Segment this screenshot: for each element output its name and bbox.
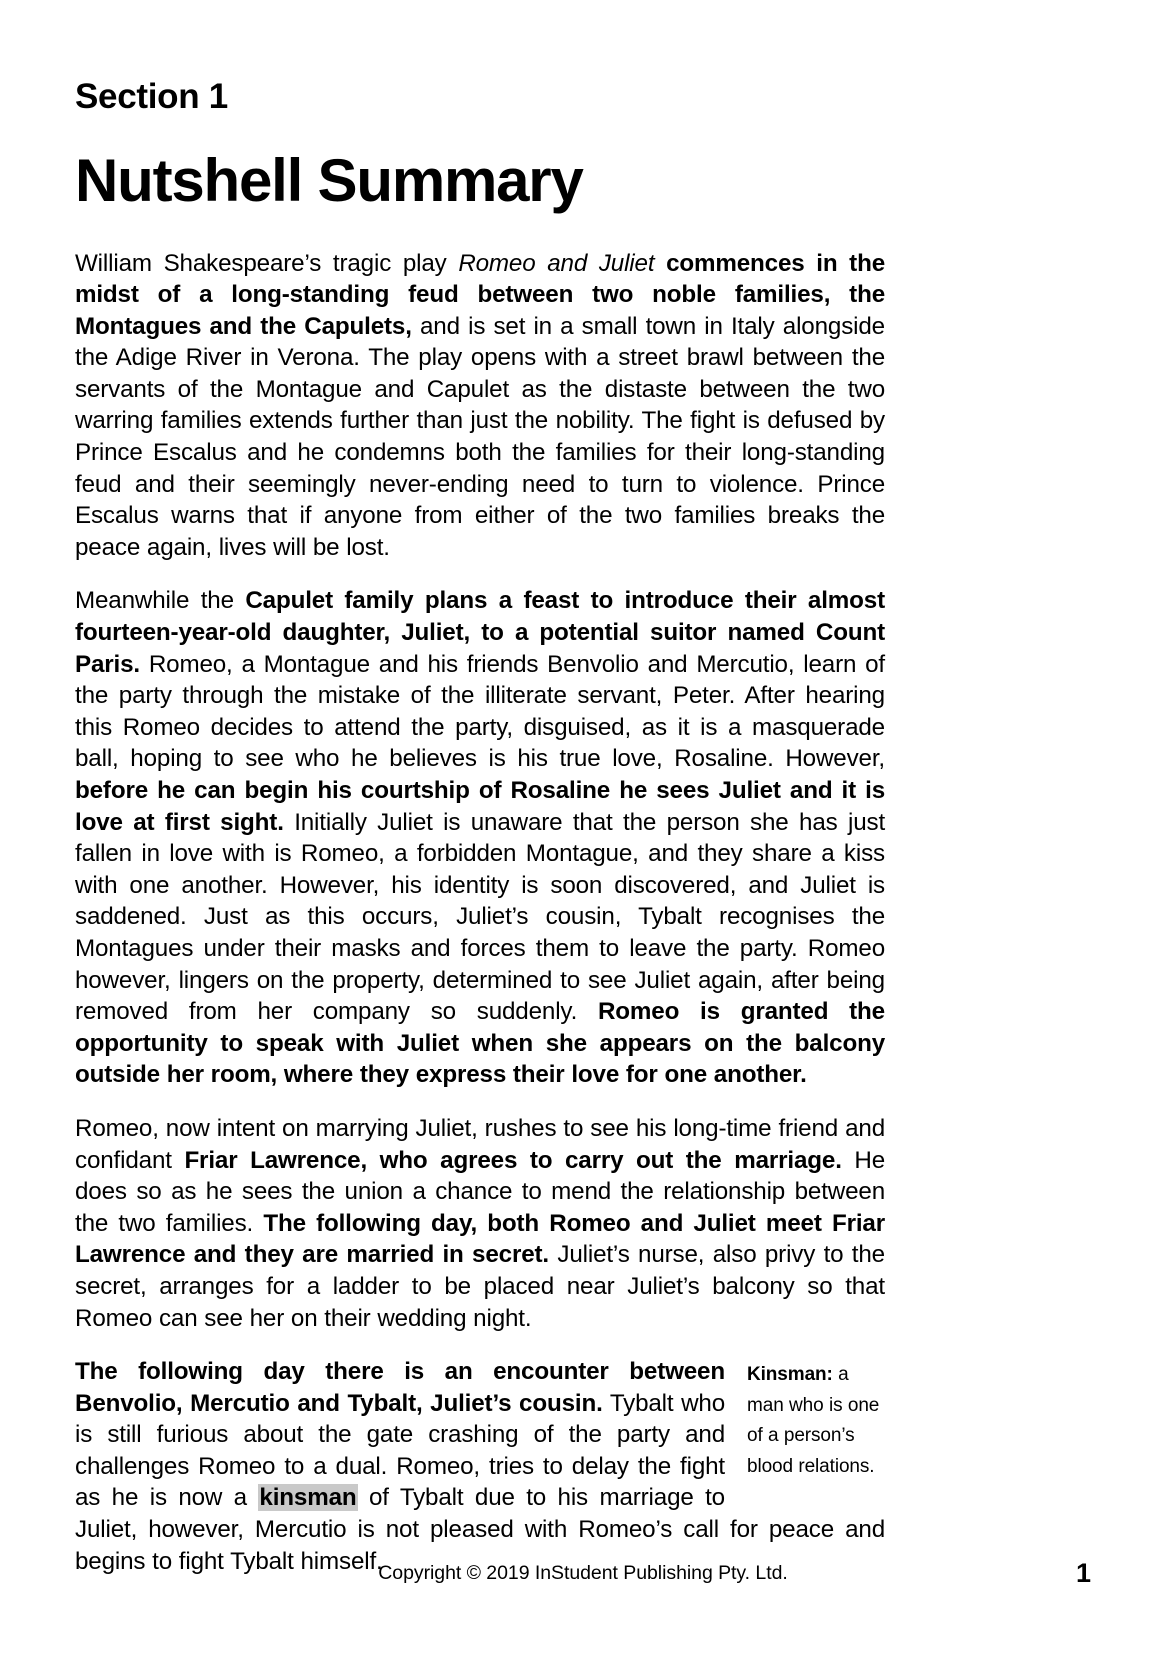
p2-run-3: Romeo, a Montague and his friends Benvolio and Mercutio, learn of the party through the mistake of the illiterate servant, Peter. After hearing this Romeo decides to attend the party, disguised, as it is a masquerade ball, hoping to see who he believes is his true love, Rosaline. However, bbox=[75, 650, 885, 773]
glossary-note bbox=[747, 1360, 885, 1482]
p3-run-5: Juliet’s nurse, also privy to the secret, arranges for a ladder to be placed near Juliet’s balcony so that Romeo can see her on their wedding night. bbox=[75, 1241, 885, 1332]
page-number: 1 bbox=[1075, 1558, 1091, 1588]
highlighted-term-kinsman: kinsman bbox=[259, 1484, 357, 1512]
p3-run-3: He does so as he sees the union a chance to mend the relationship between the two families. bbox=[75, 1146, 886, 1237]
p2-run-1: Meanwhile the bbox=[75, 587, 246, 615]
p4-run-3: of Tybalt due to his marriage to Juliet, however, Mercutio is not pleased with Romeo’s call for peace and begins to fight Tybalt himself. bbox=[75, 1484, 885, 1575]
body-content bbox=[75, 248, 885, 1578]
p3-run-1: Romeo, now intent on marrying Juliet, rushes to see his long-time friend and confidant bbox=[75, 1114, 885, 1174]
p2-bold-run-2: before he can begin his courtship of Rosaline he sees Juliet and it is love at first sight. bbox=[75, 777, 885, 836]
p3-bold-run-1: Friar Lawrence, who agrees to carry out the marriage. bbox=[184, 1146, 842, 1174]
p1-run-3: and is set in a small town in Italy alongside the Adige River in Verona. The play opens with a street brawl between the servants of the Montague and Capulet as the distaste between the two warring families extends further than just the nobility. The fight is defused by Prince Escalus and he condemns both the families for their long-standing feud and their seemingly never-ending need to turn to violence. Prince Escalus warns that if anyone from either of the two families breaks the peace again, lives will be lost. bbox=[75, 312, 885, 561]
p2-run-5: Initially Juliet is unaware that the person she has just fallen in love with is Romeo, a forbidden Montague, and they share a kiss with one another. However, his identity is soon discovered, and Juliet is saddened. Just as this occurs, Juliet’s cousin, Tybalt recognises the Montagues under their masks and forces them to leave the party. Romeo however, lingers on the property, determined to see Juliet again, after being removed from her company so suddenly. bbox=[75, 808, 886, 1026]
paragraph-1 bbox=[75, 248, 885, 564]
copyright-notice: Copyright © 2019 InStudent Publishing Pty. Ltd. bbox=[378, 1562, 788, 1584]
paragraph-3 bbox=[75, 1113, 885, 1334]
p4-bold-run-1: The following day there is an encounter between Benvolio, Mercutio and Tybalt, Juliet’s cousin. bbox=[75, 1358, 725, 1417]
paragraph-2 bbox=[75, 585, 885, 1091]
section-label: Section 1 bbox=[75, 77, 228, 116]
p2-bold-run-1: Capulet family plans a feast to introduce their almost fourteen-year-old daughter, Juliet, to a potential suitor named Count Paris. bbox=[75, 587, 885, 678]
play-title-italic: Romeo and Juliet bbox=[458, 249, 655, 277]
glossary-term: Kinsman: bbox=[747, 1364, 833, 1386]
p1-run-1: William Shakespeare’s tragic play bbox=[75, 249, 459, 277]
page-footer bbox=[75, 1558, 1091, 1592]
p4-run-2: Tybalt who is still furious about the gate crashing of the party and challenges Romeo to a dual. Romeo, tries to delay the fight as he is now a bbox=[75, 1389, 726, 1512]
paragraph-4 bbox=[75, 1356, 885, 1577]
p3-bold-run-2: The following day, both Romeo and Juliet meet Friar Lawrence and they are married in secret. bbox=[75, 1209, 885, 1269]
p2-bold-run-3: Romeo is granted the opportunity to speak with Juliet when she appears on the balcony outside her room, where they express their love for one another. bbox=[75, 998, 885, 1089]
glossary-definition: a man who is one of a person’s blood relations. bbox=[747, 1364, 880, 1477]
p1-bold-run: commences in the midst of a long-standing feud between two noble families, the Montagues and the Capulets, bbox=[75, 249, 886, 340]
page-title: Nutshell Summary bbox=[75, 146, 583, 214]
